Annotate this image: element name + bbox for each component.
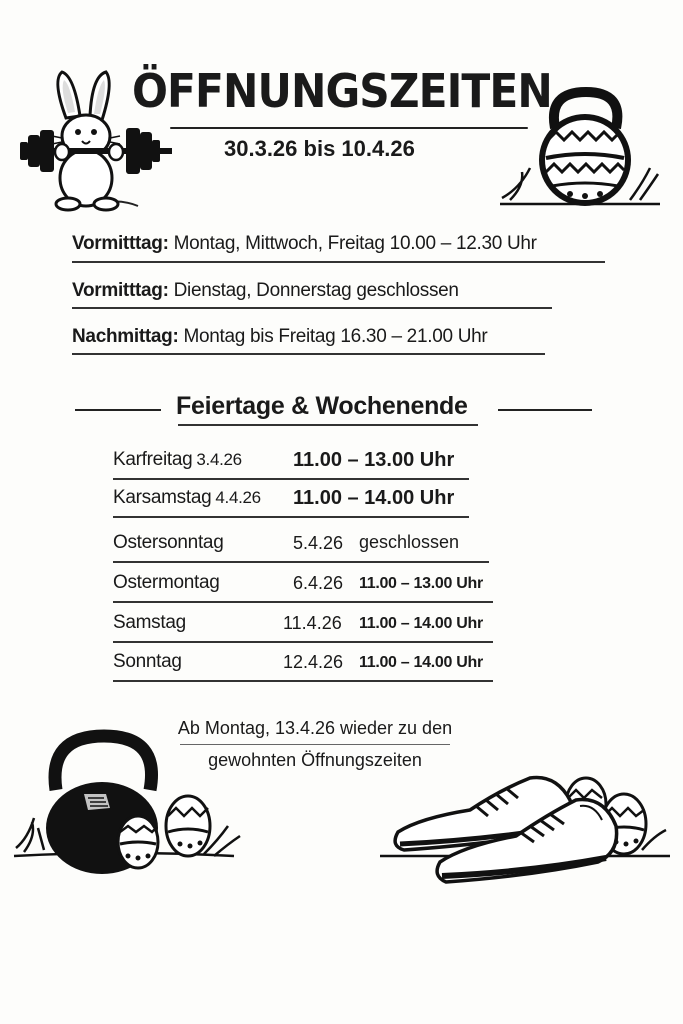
holiday-row-ostersonntag: [113, 532, 498, 562]
weekday-text: Dienstag, Donnerstag geschlossen: [173, 280, 459, 301]
weekday-text: Montag, Mittwoch, Freitag 10.00 – 12.30 Uhr: [173, 233, 537, 254]
divider: [113, 601, 493, 603]
holiday-date: 3.4.26: [196, 450, 242, 469]
holiday-time: 11.00 – 14.00 Uhr: [293, 487, 455, 509]
weekday-text: Montag bis Freitag 16.30 – 21.00 Uhr: [183, 326, 488, 347]
kettlebell-eggs-icon: [14, 728, 244, 878]
divider: [113, 680, 493, 682]
holiday-name: Ostersonntag: [113, 532, 224, 553]
section-underline: [178, 424, 478, 426]
weekday-label: Vormitttag:: [72, 233, 169, 254]
holiday-date: 6.4.26: [293, 573, 344, 593]
title-underline: [170, 127, 528, 129]
kettlebell-egg-icon: [500, 88, 660, 218]
section-rule-left: [75, 409, 161, 411]
holiday-time: 11.00 – 13.00 Uhr: [359, 575, 483, 592]
holiday-time: 11.00 – 13.00 Uhr: [293, 449, 455, 471]
holiday-row-karsamstag: [113, 487, 498, 517]
holiday-name: Ostermontag: [113, 572, 220, 593]
holiday-time: 11.00 – 14.00 Uhr: [359, 654, 483, 671]
footer-line-1: Ab Montag, 13.4.26 wieder zu den: [177, 718, 453, 738]
weekday-line-2: [72, 280, 459, 302]
holiday-date: 11.4.26: [283, 613, 342, 633]
divider: [113, 641, 493, 643]
holiday-name: Samstag: [113, 612, 186, 633]
sneakers-eggs-icon: [380, 770, 670, 900]
divider: [113, 561, 489, 563]
divider: [113, 516, 469, 518]
divider: [72, 261, 605, 263]
holiday-date: 12.4.26: [283, 652, 344, 672]
page-title: ÖFFNUNGSZEITEN: [132, 64, 552, 118]
divider: [113, 478, 469, 480]
weekday-line-3: [72, 326, 487, 348]
holiday-time: 11.00 – 14.00 Uhr: [359, 615, 483, 632]
holiday-name: Karsamstag 4.4.26: [113, 487, 261, 508]
holiday-name: Sonntag: [113, 651, 182, 672]
weekday-label: Vormitttag:: [72, 280, 169, 301]
weekday-line-1: [72, 233, 537, 255]
footer-line-2: gewohnten Öffnungszeiten: [208, 750, 422, 770]
holiday-date: 5.4.26: [293, 533, 344, 553]
divider: [72, 307, 552, 309]
holiday-row-samstag: [113, 612, 498, 642]
holiday-time: geschlossen: [359, 532, 460, 552]
holiday-row-karfreitag: [113, 449, 498, 479]
weekday-label: Nachmittag:: [72, 326, 179, 347]
section-rule-right: [498, 409, 592, 411]
divider: [72, 353, 545, 355]
holiday-row-ostermontag: [113, 572, 498, 602]
holiday-name: Karfreitag 3.4.26: [113, 449, 242, 470]
section-title: Feiertage & Wochenende: [176, 392, 468, 420]
holiday-date: 4.4.26: [215, 488, 261, 507]
holiday-row-sonntag: [113, 651, 498, 681]
period-subtitle: 30.3.26 bis 10.4.26: [224, 136, 415, 161]
